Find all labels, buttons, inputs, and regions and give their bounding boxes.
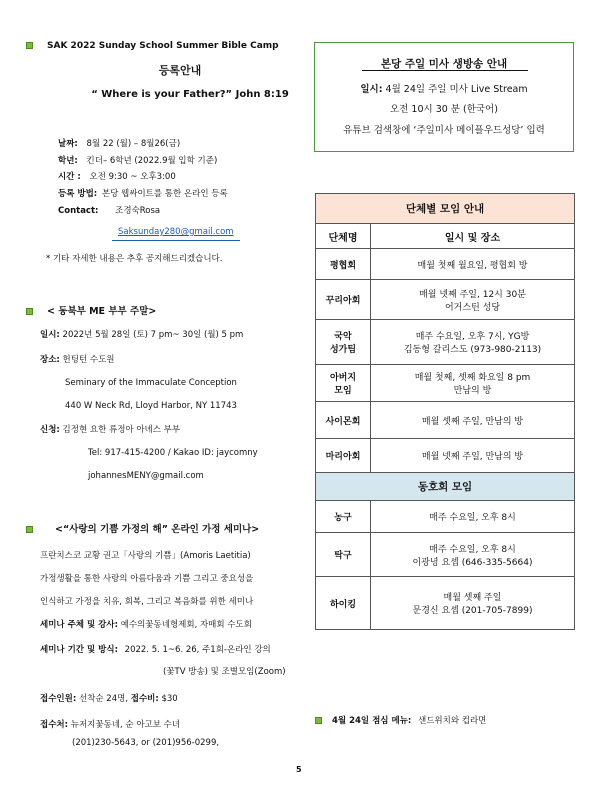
group-name	[316, 365, 371, 402]
group-when	[371, 280, 575, 320]
seminar-fee-label: 접수비:	[130, 694, 159, 704]
me-place-value: 헌팅턴 수도원	[62, 355, 115, 365]
seminar-period-label: 세미나 기간 및 방식:	[40, 645, 118, 655]
club-when-line1: 매주 수요일, 오후 8시	[429, 544, 516, 555]
lunch-label: 4월 24일 점심 메뉴:	[332, 716, 412, 726]
camp-time-value: 오전 9:30 ~ 오후3:00	[89, 172, 176, 182]
group-when-line1: 매주 수요일, 오후 7시, YG방	[415, 332, 530, 342]
me-date-label: 일시:	[40, 330, 60, 340]
seminar-intro-3: 인식하고 가정을 치유, 회복, 그리고 복음화를 위한 세미나	[40, 597, 254, 607]
table-header-row	[316, 224, 575, 249]
me-date-value: 2022년 5월 28일 (토) 7 pm~ 30일 (월) 5 pm	[62, 330, 244, 340]
group-name-line1: 아버지	[329, 373, 357, 383]
group-when: 매월 넷째 주일, 만남의 방	[371, 439, 575, 473]
camp-date-value: 8월 22 (월) – 8월26(금)	[86, 139, 181, 149]
me-place-line2: 440 W Neck Rd, Lloyd Harbor, NY 11743	[65, 401, 237, 411]
group-when-line2: 만남의 방	[453, 386, 492, 396]
table-row	[316, 577, 575, 630]
page-number: 5	[296, 765, 302, 774]
table-title-row	[316, 194, 575, 224]
seminar-fee-value: $30	[161, 694, 178, 704]
bullet-icon	[315, 717, 322, 724]
me-place-line1: Seminary of the Immaculate Conception	[65, 378, 237, 388]
camp-verse: “ Where is your Father?” John 8:19	[91, 89, 289, 100]
mass-line1-value: 4월 24일 주일 미사 Live Stream	[385, 84, 528, 95]
camp-notice: * 기타 자세한 내용은 추후 공지해드리겠습니다.	[46, 254, 223, 264]
camp-date-label: 날짜:	[58, 139, 78, 149]
divider	[362, 70, 528, 71]
seminar-capacity-value: 선착순 24명,	[78, 694, 129, 704]
group-when-line1: 매월 넷째 주일, 12시 30분	[419, 289, 526, 300]
seminar-office	[40, 718, 180, 730]
me-date	[40, 328, 243, 340]
club-name: 탁구	[316, 533, 371, 577]
club-when: 매주 수요일, 오후 8시	[371, 501, 575, 533]
me-section-header	[26, 303, 156, 317]
column-header-name: 단체명	[316, 224, 371, 249]
seminar-host-label: 세미나 주체 및 강사:	[40, 620, 118, 630]
seminar-intro-1: 프란치스코 교황 권고「사랑의 기쁨」(Amoris Laetitia)	[40, 551, 251, 561]
me-apply-value: 김정현 요한 류정아 아녜스 부부	[62, 425, 181, 435]
group-when	[371, 320, 575, 365]
divider	[112, 240, 240, 241]
group-name: 꾸리아회	[316, 280, 371, 320]
camp-registration	[58, 187, 228, 199]
seminar-phones: (201)230-5643, or (201)956-0299,	[72, 738, 220, 748]
camp-contact-label: Contact:	[58, 206, 99, 216]
seminar-section-header	[26, 521, 259, 535]
club-when-line2: 이광녕 요셉 (646-335-5664)	[412, 557, 533, 568]
me-tel: Tel: 917-415-4200 / Kakao ID: jaycomny	[88, 448, 258, 458]
camp-grade-label: 학년:	[58, 156, 78, 166]
seminar-capacity-label: 접수인원:	[40, 694, 77, 704]
me-email[interactable]: johannesMENY@gmail.com	[88, 471, 204, 481]
group-name: 사이몬회	[316, 402, 371, 439]
camp-email-link[interactable]: Saksunday280@gmail.com	[118, 227, 234, 237]
club-when-line1: 매월 셋째 주일	[443, 593, 502, 603]
group-table-title: 단체별 모임 안내	[316, 194, 575, 224]
camp-time-label: 시간 :	[58, 172, 81, 182]
mass-livestream-box	[314, 42, 574, 152]
camp-contact	[58, 204, 160, 216]
table-row	[316, 249, 575, 280]
bullet-icon	[26, 308, 33, 315]
camp-time	[58, 170, 176, 182]
group-name: 마리아회	[316, 439, 371, 473]
table-row	[316, 320, 575, 365]
bullet-icon	[26, 42, 33, 49]
mass-line1-label: 일시:	[360, 84, 383, 95]
club-title-row	[316, 473, 575, 501]
group-when-line1: 매월 첫째, 셋째 화요일 8 pm	[414, 373, 531, 383]
group-name-line2: 성가팀	[329, 345, 357, 355]
group-when-line2: 어거스틴 성당	[444, 302, 501, 313]
seminar-intro-2: 가정생활을 통한 사랑의 아름다움과 기쁨 그리고 중요성을	[40, 574, 254, 584]
group-when: 매월 첫째 월요일, 평협회 방	[371, 249, 575, 280]
mass-line-3: 유튜브 검색창에 ‘주일미사 메이플우드성당’ 입력	[343, 125, 545, 136]
camp-reg-label: 등록 방법:	[58, 189, 98, 199]
table-row	[316, 402, 575, 439]
table-row	[316, 365, 575, 402]
club-when-line2: 문경신 요셉 (201-705-7899)	[412, 606, 533, 616]
lunch-value: 샌드위치와 컵라면	[418, 716, 487, 726]
seminar-host	[40, 618, 252, 630]
me-apply	[40, 423, 180, 435]
camp-grade-value: 킨더– 6학년 (2022.9월 입학 기준)	[86, 156, 218, 166]
group-when: 매월 셋째 주일, 만남의 방	[371, 402, 575, 439]
bullet-icon	[26, 526, 33, 533]
table-row	[316, 501, 575, 533]
club-table-title: 동호회 모임	[316, 473, 575, 501]
group-when-line2: 김동형 갈리스도 (973-980-2113)	[403, 345, 542, 355]
table-row	[316, 439, 575, 473]
lunch-menu	[315, 714, 486, 726]
camp-reg-value: 본당 웹싸이트를 통한 온라인 등록	[101, 189, 228, 199]
camp-header-text: SAK 2022 Sunday School Summer Bible Camp	[47, 41, 279, 51]
me-place	[40, 353, 115, 365]
table-row	[316, 280, 575, 320]
camp-date	[58, 137, 180, 149]
club-when	[371, 577, 575, 630]
group-when	[371, 365, 575, 402]
seminar-capacity	[40, 692, 178, 704]
camp-grade	[58, 154, 217, 166]
camp-title: 등록안내	[158, 64, 202, 77]
club-name: 농구	[316, 501, 371, 533]
mass-line-1	[315, 81, 573, 95]
column-header-when: 일시 및 장소	[371, 224, 575, 249]
group-name-line1: 국악	[334, 332, 352, 342]
seminar-office-label: 접수처:	[40, 720, 69, 730]
me-place-label: 장소:	[40, 355, 60, 365]
camp-section-header	[26, 41, 279, 51]
mass-title: 본당 주일 미사 생방송 안내	[380, 58, 508, 70]
mass-line-2: 오전 10시 30 분 (한국어)	[390, 104, 498, 115]
club-when	[371, 533, 575, 577]
seminar-office-value: 뉴저지꽃동네, 순 아고보 수녀	[70, 720, 181, 730]
seminar-period	[40, 643, 271, 655]
seminar-period-value: 2022. 5. 1~6. 26, 주1회-온라인 강의	[124, 645, 271, 655]
seminar-header-text: <“사랑의 기쁨 가정의 해” 온라인 가정 세미나>	[55, 524, 260, 535]
table-row	[316, 533, 575, 577]
seminar-host-value: 예수의꽃동네형제회, 자매회 수도회	[120, 620, 252, 630]
group-meeting-table	[315, 193, 575, 630]
club-name: 하이킹	[316, 577, 371, 630]
group-name: 평협회	[316, 249, 371, 280]
group-name-line2: 모임	[334, 386, 352, 396]
group-name	[316, 320, 371, 365]
camp-contact-value: 조경숙Rosa	[115, 206, 161, 216]
me-apply-label: 신청:	[40, 425, 60, 435]
seminar-period-value-2: (꽃TV 방송) 및 조별모임(Zoom)	[163, 667, 286, 677]
me-header-text: < 동북부 ME 부부 주말>	[47, 306, 157, 317]
